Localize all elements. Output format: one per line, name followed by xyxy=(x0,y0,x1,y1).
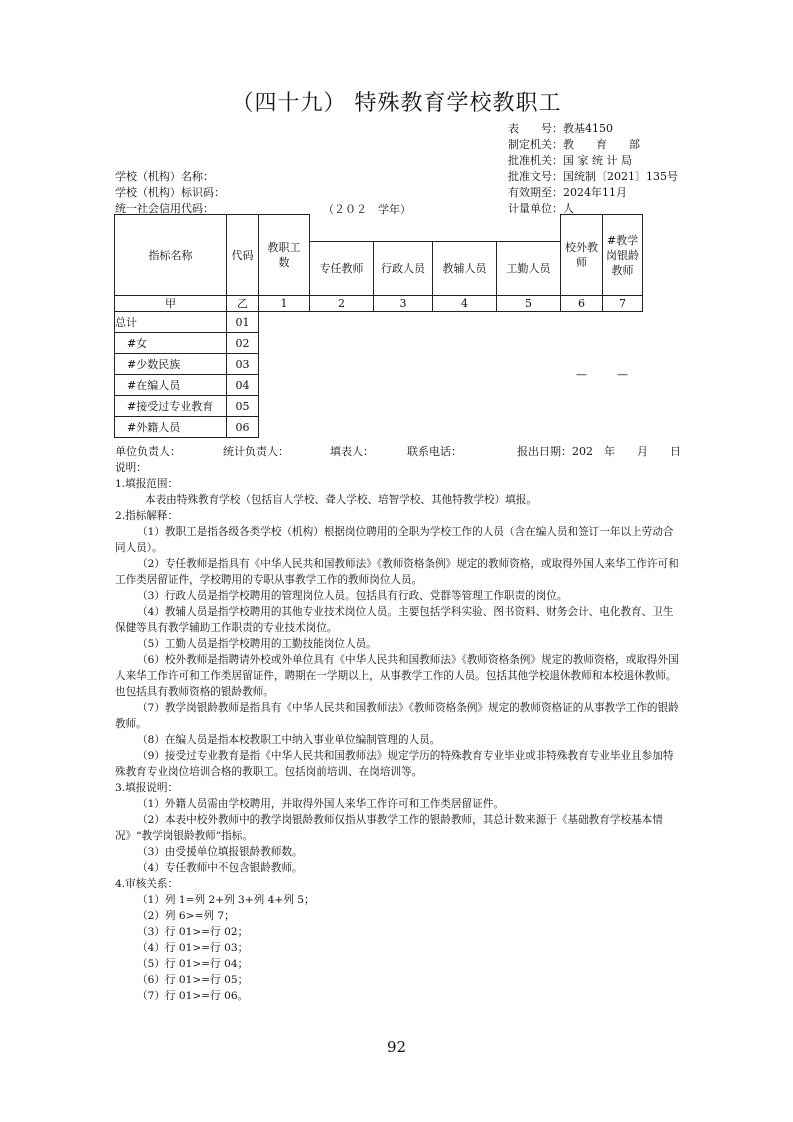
meta-approval-number: 批准文号：国统制〔2021〕135号 xyxy=(508,170,678,183)
row-code: 05 xyxy=(227,396,259,417)
meta-valid-until: 有效期至：2024年11月 xyxy=(508,186,627,199)
note-line: （1）列 1=列 2+列 3+列 4+列 5； xyxy=(137,894,315,906)
row-name: #女 xyxy=(115,333,227,354)
header-sub-group xyxy=(310,215,561,242)
header-total-staff: 教职工数 xyxy=(259,215,310,296)
school-id-label: 学校（机构）标识码： xyxy=(115,186,225,199)
note-line: （7）行 01>=行 06。 xyxy=(137,990,249,1002)
header-fulltime-teachers: 专任教师 xyxy=(310,242,374,296)
header-silver-teachers: #教学岗银龄教师 xyxy=(603,215,643,296)
col-index: 5 xyxy=(497,296,561,312)
row-code: 03 xyxy=(227,354,259,375)
note-line: （2）列 6>=列 7； xyxy=(137,910,235,922)
credit-code-label: 统一社会信用代码： xyxy=(115,202,214,215)
header-service-staff: 工勤人员 xyxy=(497,242,561,296)
form-meta-right xyxy=(508,121,678,217)
row-code: 06 xyxy=(227,417,259,438)
note-line: （1）外籍人员需由学校聘用，并取得外国人来华工作许可和工作类居留证件。 xyxy=(137,798,504,810)
header-indicator-name: 指标名称 xyxy=(115,215,227,296)
note-line: （2）专任教师是指具有《中华人民共和国教师法》《教师资格条例》规定的教师资格，或取得外国人来华工作许可和工作类居留证件，学校聘用的专职从事教学工作的教师岗位人员。 xyxy=(115,558,679,586)
row-name: #外籍人员 xyxy=(115,417,227,438)
note-line: （4）行 01>=行 03； xyxy=(137,942,249,954)
col-index: 3 xyxy=(374,296,433,312)
row-code: 01 xyxy=(227,312,259,333)
report-date-label: 报出日期：202 年 月 日 xyxy=(517,445,681,458)
note-line: 本表由特殊教育学校（包括盲人学校、聋人学校、培智学校、其他特教学校）填报。 xyxy=(145,494,537,506)
column-index-row xyxy=(115,296,643,312)
col-index: 4 xyxy=(433,296,497,312)
note-line: （8）在编人员是指本校教职工中纳入事业单位编制管理的人员。 xyxy=(137,734,441,746)
row-code: 04 xyxy=(227,375,259,396)
header-support-staff: 教辅人员 xyxy=(433,242,497,296)
stats-leader-label: 统计负责人： xyxy=(223,445,289,458)
note-line: （3）由受援单位填报银龄教师数。 xyxy=(137,846,303,858)
page-number: 92 xyxy=(386,1038,407,1056)
row-name: 总计 xyxy=(115,312,227,333)
note-line: （9）接受过专业教育是指《中华人民共和国教师法》规定学历的特殊教育专业毕业或非特殊教育专业毕业且参加特殊教育专业岗位培训合格的教职工。包括岗前培训、在岗培训等。 xyxy=(115,750,674,778)
col6-dash: — xyxy=(576,368,587,382)
col-index: 6 xyxy=(561,296,603,312)
col-index: 乙 xyxy=(227,296,259,312)
note-line: （4）专任教师中不包含银龄教师。 xyxy=(137,862,303,874)
note-line: （3）行政人员是指学校聘用的管理岗位人员。包括具有行政、党群等管理工作职责的岗位。 xyxy=(137,590,568,602)
note-line: 说明： xyxy=(115,462,147,474)
table-row xyxy=(115,312,643,333)
row-name: #少数民族 xyxy=(115,354,227,375)
page-title: （四十九） 特殊教育学校教职工 xyxy=(231,91,562,116)
instructions xyxy=(115,460,682,1004)
note-line: （1）教职工是指各级各类学校（机构）根据岗位聘用的全职为学校工作的人员（含在编人员和签订一年以上劳动合同人员）。 xyxy=(115,526,674,554)
note-line: （6）行 01>=行 05； xyxy=(137,974,249,986)
col-index: 1 xyxy=(259,296,310,312)
school-year-label: （２０２ 学年） xyxy=(323,203,411,216)
meta-form-number: 表 号：教基4150 xyxy=(508,122,613,135)
phone-label: 联系电话： xyxy=(407,445,462,458)
note-line: （2）本表中校外教师中的教学岗银龄教师仅指从事教学工作的银龄教师，其总计数来源于《基础教育学校基本情况》“教学岗银龄教师”指标。 xyxy=(115,814,663,842)
note-line: （7）教学岗银龄教师是指具有《中华人民共和国教师法》《教师资格条例》规定的教师资格证的从事教学工作的银龄教师。 xyxy=(115,702,679,730)
note-line: （5）行 01>=行 04； xyxy=(137,958,249,970)
note-line: 4.审核关系： xyxy=(115,878,179,890)
meta-unit: 计量单位：人 xyxy=(508,202,574,215)
note-line: （5）工勤人员是指学校聘用的工勤技能岗位人员。 xyxy=(137,638,377,650)
header-external-teachers: 校外教师 xyxy=(561,215,603,296)
header-admin-staff: 行政人员 xyxy=(374,242,433,296)
row-name: #接受过专业教育 xyxy=(115,396,227,417)
header-code: 代码 xyxy=(227,215,259,296)
school-name-label: 学校（机构）名称： xyxy=(115,170,214,183)
note-line: 1.填报范围： xyxy=(115,478,179,490)
col-index: 2 xyxy=(310,296,374,312)
row-code: 02 xyxy=(227,333,259,354)
staff-table xyxy=(114,214,643,438)
col7-dash: — xyxy=(617,368,628,382)
filler-label: 填表人： xyxy=(330,445,374,458)
meta-approval-body: 批准机关：国 家 统 计 局 xyxy=(508,154,632,167)
row-name: #在编人员 xyxy=(115,375,227,396)
note-line: （4）教辅人员是指学校聘用的其他专业技术岗位人员。主要包括学科实验、图书资料、财务会计、电化教育、卫生保健等具有教学辅助工作职责的专业技术岗位。 xyxy=(115,606,674,634)
col-index: 7 xyxy=(603,296,643,312)
note-line: （3）行 01>=行 02； xyxy=(137,926,249,938)
note-line: 2.指标解释： xyxy=(115,510,179,522)
note-line: （6）校外教师是指聘请外校或外单位具有《中华人民共和国教师法》《教师资格条例》规定的教师资格，或取得外国人来华工作许可和工作类居留证件，聘期在一学期以上，从事教学工作的人员。包括其他学校退休教师和本校退休教师。也包括具有教师资格的银龄教师。 xyxy=(115,654,679,698)
note-line: 3.填报说明： xyxy=(115,782,179,794)
form-meta-left xyxy=(115,169,225,217)
col-index: 甲 xyxy=(115,296,227,312)
data-area xyxy=(259,312,643,438)
meta-authority: 制定机关：教 育 部 xyxy=(508,138,640,151)
unit-leader-label: 单位负责人： xyxy=(115,445,181,458)
